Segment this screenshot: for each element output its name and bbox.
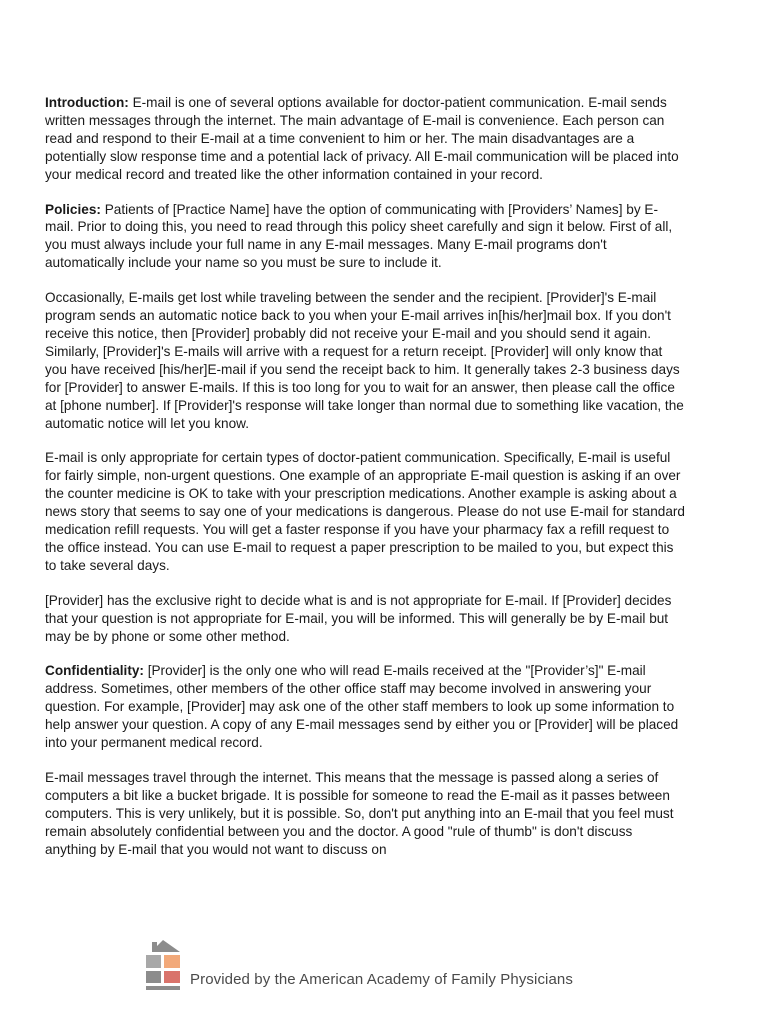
aafp-house-logo-icon — [146, 940, 180, 990]
logo-tile-bottom-left — [146, 971, 161, 983]
confidentiality-text: [Provider] is the only one who will read E-mails received at the "[Provider’s]" E-mail address. Sometimes, other members of the other office staff may become involved in answering your question. For example, [Provider] may ask one of the other staff members to look up some information to help answer your question. A copy of any E-mail messages send by either you or [Provider] will be placed into your permanent medical record. — [45, 663, 679, 751]
paragraph-confidentiality — [45, 662, 685, 752]
logo-tile-bottom-right — [164, 971, 180, 983]
footer-credit: Provided by the American Academy of Family Physicians — [190, 971, 573, 988]
heading-confidentiality: Confidentiality: — [45, 663, 144, 679]
paragraph-introduction — [45, 94, 685, 184]
logo-tile-top-right — [164, 955, 180, 968]
paragraph-internet: E-mail messages travel through the internet. This means that the message is passed along a series of computers a bit like a bucket brigade. It is possible for someone to read the E-mail as it passes between computers. This is very unlikely, but it is possible. So, don't put anything into an E-mail that you feel must remain absolutely confidential between you and the doctor. A good "rule of thumb" is don't discuss anything by E-mail that you would not want to discuss on — [45, 770, 674, 857]
logo-tile-top-left — [146, 955, 161, 968]
heading-policies: Policies: — [45, 201, 101, 217]
paragraph-lost-emails: Occasionally, E-mails get lost while traveling between the sender and the recipient. [Provider]'s E-mail program sends an automatic notice back to you when your E-mail arrives in[his/her]mail box. If you don't receive this notice, then [Provider] probably did not receive your E-mail and you should send it again. Similarly, [Provider]'s E-mails will arrive with a request for a return receipt. [Provider] will only know that you have received [his/her]E-mail if you send the receipt back to him. It generally takes 2-3 business days for [Provider] to answer E-mails. If this is too long for you to wait for an answer, then please call the office at [phone number]. If [Provider]'s response will take longer than normal due to something like vacation, the automatic notice will let you know. — [45, 290, 684, 431]
introduction-text: E-mail is one of several options available for doctor-patient communication. E-mail sends written messages through the internet. The main advantage of E-mail is convenience. Each person can read and respond to their E-mail at a time convenient to him or her. The main disadvantages are a potentially slow response time and a potential lack of privacy. All E-mail communication will be placed into your medical record and treated like the other information contained in your record. — [45, 95, 679, 182]
policies-text: Patients of [Practice Name] have the option of communicating with [Providers’ Names] by E-mail. Prior to doing this, you need to read through this policy sheet carefully and sign it below. First of all, you must always include your full name in any E-mail messages. Many E-mail programs don't automatically include your name so you must be sure to include it. — [45, 201, 673, 271]
paragraph-provider-right: [Provider] has the exclusive right to decide what is and is not appropriate for E-mail. If [Provider] decides that your question is not appropriate for E-mail, you will be informed. This will generally be by E-mail but may be by phone or some other method. — [45, 592, 672, 644]
paragraph-policies — [45, 201, 685, 273]
logo-base — [146, 986, 180, 990]
logo-roof — [146, 940, 180, 952]
heading-introduction: Introduction: — [45, 95, 129, 110]
document-body — [45, 94, 685, 876]
footer — [146, 940, 573, 990]
paragraph-appropriate-use: E-mail is only appropriate for certain types of doctor-patient communication. Specifically, E-mail is useful for fairly simple, non-urgent questions. One example of an appropriate E-mail question is asking if an over the counter medicine is OK to take with your prescription medications. Another example is asking about a news story that seems to say one of your medications is dangerous. Please do not use E-mail for standard medication refill requests. You will get a faster response if you have your pharmacy fax a refill request to the office instead. You can use E-mail to request a paper prescription to be mailed to you, but expect this to take several days. — [45, 450, 685, 573]
